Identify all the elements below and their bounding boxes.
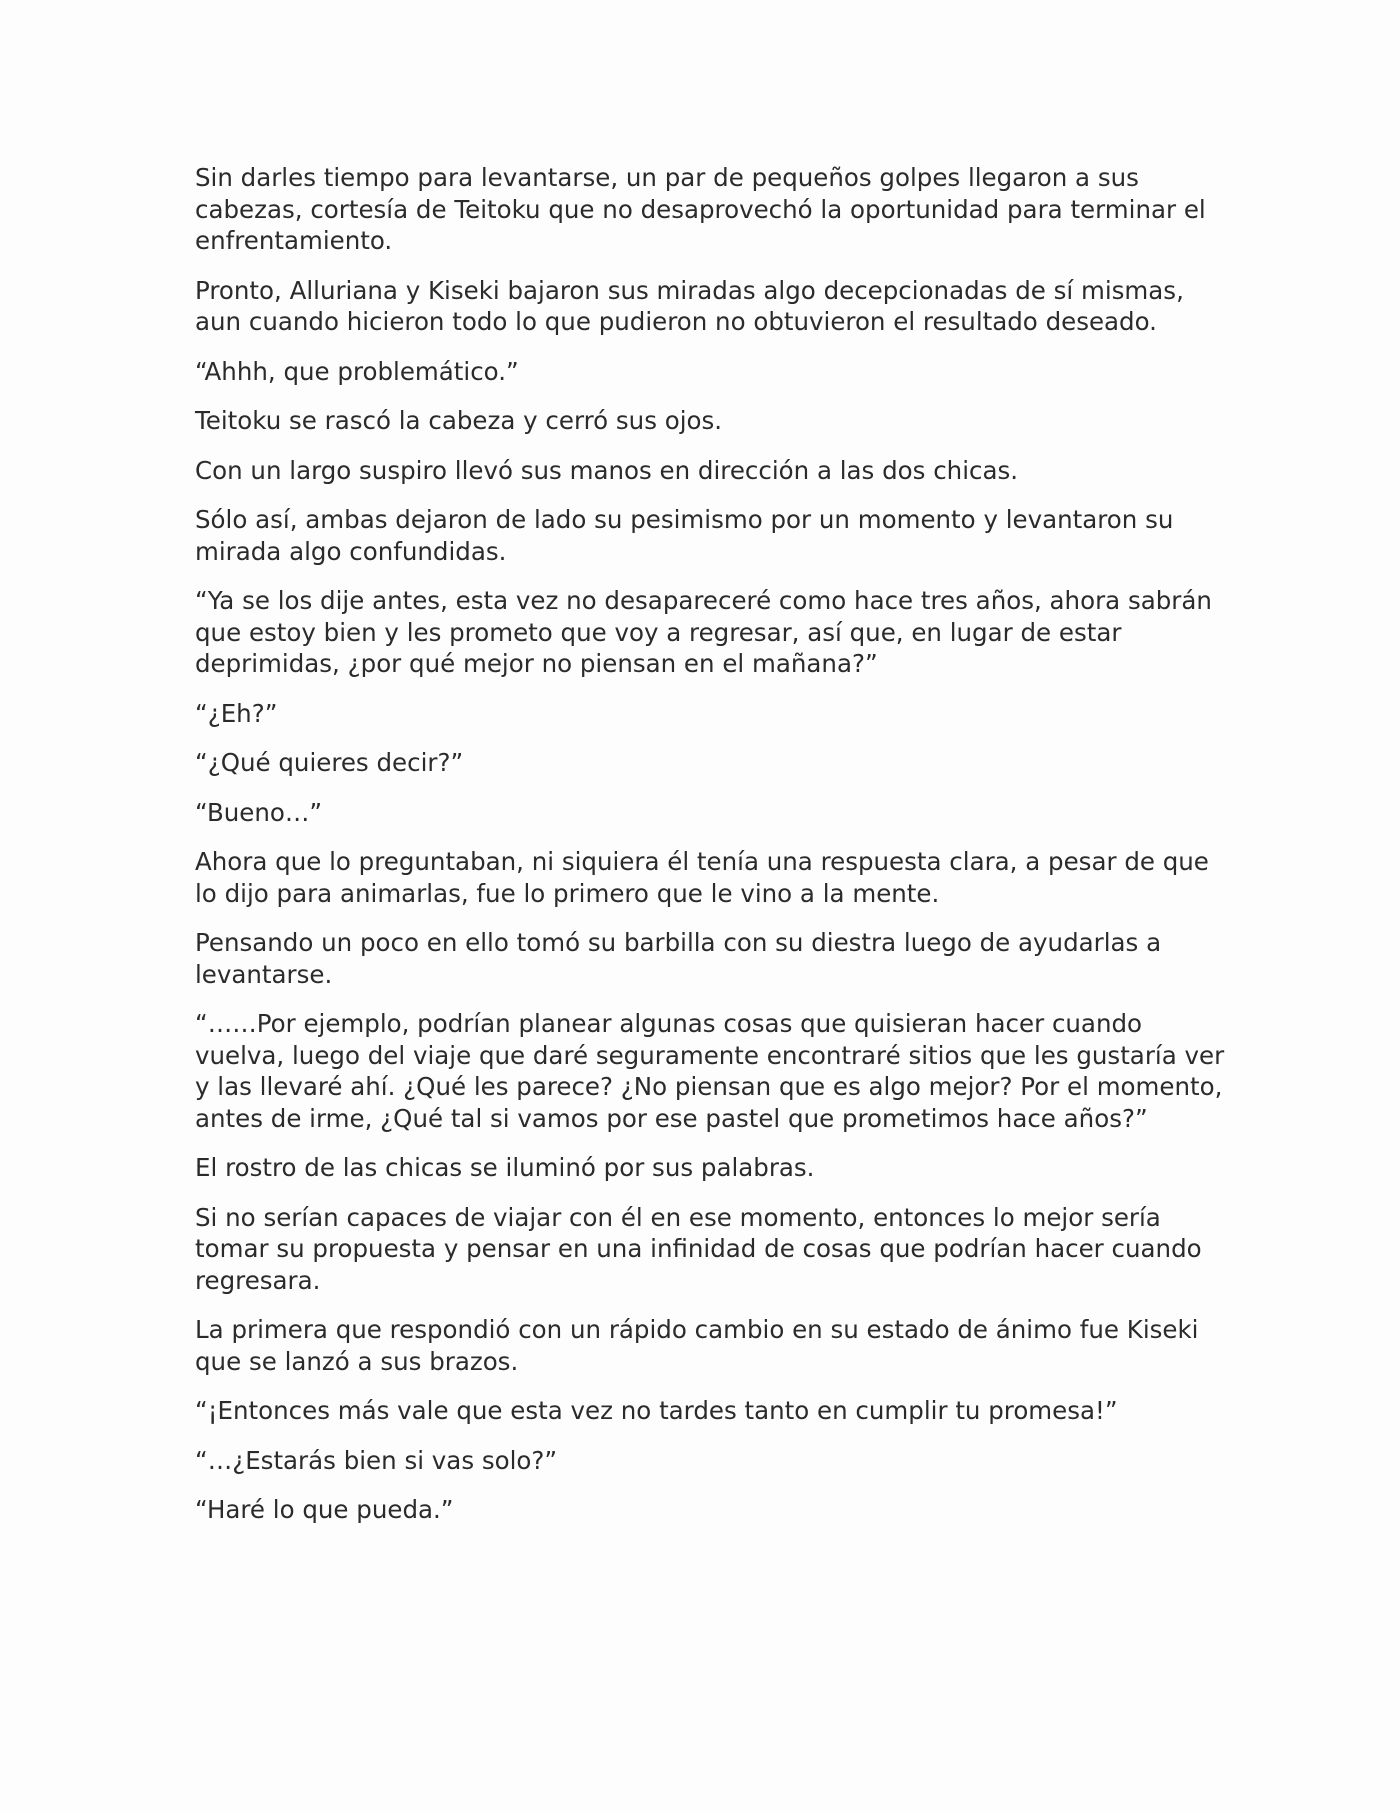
paragraph: El rostro de las chicas se iluminó por sus palabras.	[195, 1153, 815, 1182]
paragraph: Si no serían capaces de viajar con él en ese momento, entonces lo mejor sería tomar su propuesta y pensar en una infinidad de cosas que podrían hacer cuando regresara.	[195, 1202, 1202, 1295]
dialogue-paragraph: “Bueno…”	[195, 797, 323, 827]
paragraph: Pensando un poco en ello tomó su barbilla con su diestra luego de ayudarlas a levantarse.	[195, 928, 1162, 989]
paragraph: Ahora que lo preguntaban, ni siquiera él tenía una respuesta clara, a pesar de que lo dijo para animarlas, fue lo primero que le vino a la mente.	[195, 847, 1209, 908]
dialogue-paragraph: “¿Eh?”	[195, 698, 278, 728]
paragraph: La primera que respondió con un rápido cambio en su estado de ánimo fue Kiseki que se lanzó a sus brazos.	[195, 1315, 1199, 1376]
dialogue-paragraph: “…¿Estarás bien si vas solo?”	[195, 1445, 558, 1475]
dialogue-paragraph: “¿Qué quieres decir?”	[195, 748, 464, 777]
paragraph: Pronto, Alluriana y Kiseki bajaron sus miradas algo decepcionadas de sí mismas, aun cuando hicieron todo lo que pudieron no obtuvieron el resultado deseado.	[195, 275, 1184, 336]
document-body	[195, 162, 1225, 1544]
paragraph: Con un largo suspiro llevó sus manos en dirección a las dos chicas.	[195, 455, 1019, 485]
dialogue-paragraph: “Haré lo que pueda.”	[195, 1495, 454, 1524]
paragraph: Sin darles tiempo para levantarse, un par de pequeños golpes llegaron a sus cabezas, cortesía de Teitoku que no desaprovechó la oportunidad para terminar el enfrentamiento.	[195, 163, 1206, 255]
dialogue-paragraph: “Ahhh, que problemático.”	[195, 356, 519, 386]
dialogue-paragraph: “¡Entonces más vale que esta vez no tardes tanto en cumplir tu promesa!”	[195, 1396, 1118, 1425]
paragraph: Sólo así, ambas dejaron de lado su pesimismo por un momento y levantaron su mirada algo confundidas.	[195, 505, 1174, 566]
dialogue-paragraph: “Ya se los dije antes, esta vez no desapareceré como hace tres años, ahora sabrán que estoy bien y les prometo que voy a regresar, así que, en lugar de estar deprimidas, ¿por qué mejor no piensan en el mañana?”	[195, 586, 1212, 678]
dialogue-paragraph: “……Por ejemplo, podrían planear algunas cosas que quisieran hacer cuando vuelva, luego del viaje que daré seguramente encontraré sitios que les gustaría ver y las llevaré ahí. ¿Qué les parece? ¿No piensan que es algo mejor? Por el momento, antes de irme, ¿Qué tal si vamos por ese pastel que prometimos hace años?”	[195, 1009, 1225, 1133]
paragraph: Teitoku se rascó la cabeza y cerró sus ojos.	[195, 406, 723, 435]
